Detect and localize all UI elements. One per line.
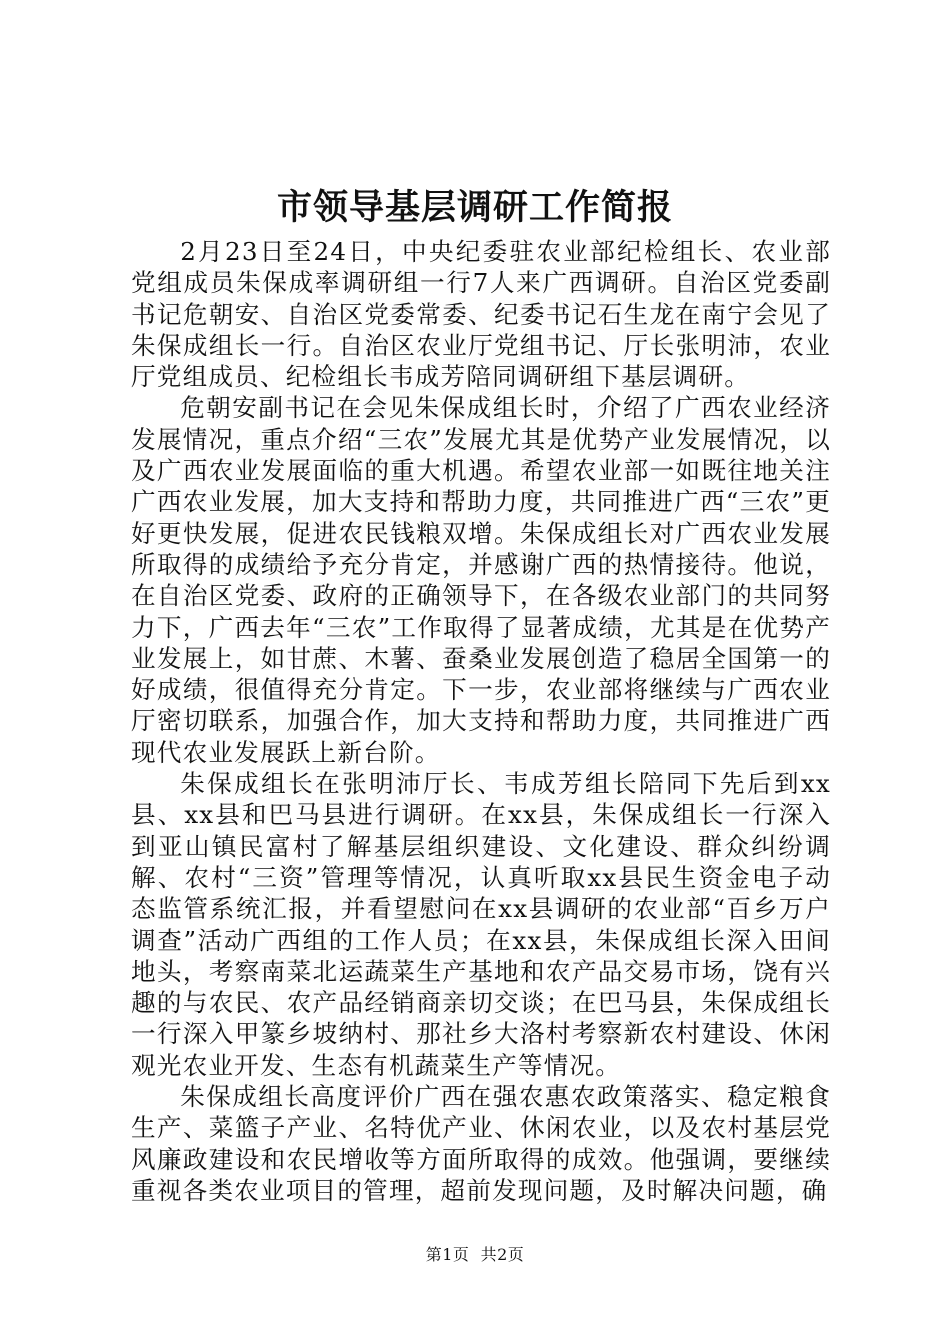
page-total: 共2页	[480, 1245, 525, 1264]
footer-separator	[469, 1245, 480, 1264]
paragraph: 2月23日至24日，中央纪委驻农业部纪检组长、农业部党组成员朱保成率调研组一行7人来广西调研。自治区党委副书记危朝安、自治区党委常委、纪委书记石生龙在南宁会见了朱保成组长一行。自治区农业厅党组书记、厅长张明沛，农业厅党组成员、纪检组长韦成芳陪同调研组下基层调研。	[131, 237, 831, 392]
paragraph: 朱保成组长高度评价广西在强农惠农政策落实、稳定粮食生产、菜篮子产业、名特优产业、休闲农业，以及农村基层党风廉政建设和农民增收等方面所取得的成效。他强调，要继续重视各类农业项目的管理，超前发现问题，及时解决问题，确	[131, 1082, 831, 1205]
page-footer	[0, 1244, 950, 1266]
paragraph: 危朝安副书记在会见朱保成组长时，介绍了广西农业经济发展情况，重点介绍“三农”发展尤其是优势产业发展情况，以及广西农业发展面临的重大机遇。希望农业部一如既往地关注广西农业发展，加大支持和帮助力度，共同推进广西“三农”更好更快发展，促进农民钱粮双增。朱保成组长对广西农业发展所取得的成绩给予充分肯定，并感谢广西的热情接待。他说，在自治区党委、政府的正确领导下，在各级农业部门的共同努力下，广西去年“三农”工作取得了显著成绩，尤其是在优势产业发展上，如甘蔗、木薯、蚕桑业发展创造了稳居全国第一的好成绩，很值得充分肯定。下一步，农业部将继续与广西农业厅密切联系，加强合作，加大支持和帮助力度，共同推进广西现代农业发展跃上新台阶。	[131, 393, 831, 767]
document-body	[131, 236, 831, 1206]
page-number: 第1页	[425, 1245, 470, 1264]
document-title: 市领导基层调研工作简报	[276, 187, 673, 228]
paragraph: 朱保成组长在张明沛厅长、韦成芳组长陪同下先后到xx县、xx县和巴马县进行调研。在xx县，朱保成组长一行深入到亚山镇民富村了解基层组织建设、文化建设、群众纠纷调解、农村“三资”管理等情况，认真听取xx县民生资金电子动态监管系统汇报，并看望慰问在xx县调研的农业部“百乡万户调查”活动广西组的工作人员；在xx县，朱保成组长深入田间地头，考察南菜北运蔬菜生产基地和农产品交易市场，饶有兴趣的与农民、农产品经销商亲切交谈；在巴马县，朱保成组长一行深入甲篆乡坡纳村、那社乡大洛村考察新农村建设、休闲观光农业开发、生态有机蔬菜生产等情况。	[131, 769, 831, 1080]
